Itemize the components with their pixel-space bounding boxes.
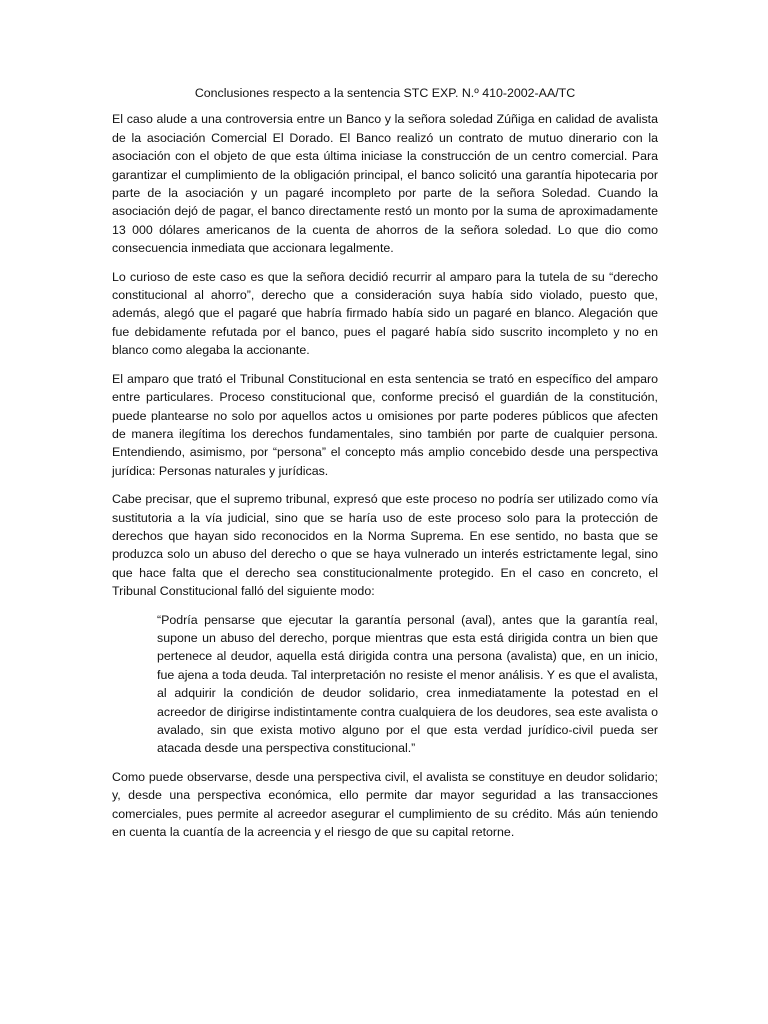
paragraph-amparo-claim: Lo curioso de este caso es que la señora decidió recurrir al amparo para la tutela de su “derecho constitucional al ahorro”, derecho que a consideración suya había sido violado, puesto que, además, alegó que el pagaré que habría firmado había sido un pagaré en blanco. Alegación que fue debidamente refutada por el banco, pues el pagaré había sido suscrito incompleto y no en blanco como alegaba la accionante.	[112, 269, 658, 358]
document-page	[112, 84, 658, 851]
ruling-quote: “Podría pensarse que ejecutar la garantía personal (aval), antes que la garantía real, supone un abuso del derecho, porque mientras que esta está dirigida contra un bien que pertenece al deudor, aquella está dirigida contra una persona (avalista) que, en un inicio, fue ajena a toda deuda. Tal interpretación no resiste el menor análisis. Y es que el avalista, al adquirir la condición de deudor solidario, crea inmediatamente la potestad en el acreedor de dirigirse indistintamente contra cualquiera de los deudores, sea este avalista o avalado, sin que exista motivo alguno por el que esta verdad jurídico-civil pueda ser atacada desde una perspectiva constitucional.”	[157, 612, 658, 756]
paragraph-tribunal-ruling: Cabe precisar, que el supremo tribunal, expresó que este proceso no podría ser utilizado como vía sustitutoria a la vía judicial, sino que se haría uso de este proceso solo para la protección de derechos que hayan sido reconocidos en la Norma Suprema. En ese sentido, no basta que se produzca solo un abuso del derecho o que se haya vulnerado un interés estrictamente legal, sino que hace falta que el derecho sea constitucionalmente protegido. En el caso en concreto, el Tribunal Constitucional falló del siguiente modo:	[112, 492, 658, 599]
paragraph-amparo-between-individuals: El amparo que trató el Tribunal Constitucional en esta sentencia se trató en específico del amparo entre particulares. Proceso constitucional que, conforme precisó el guardián de la constitución, puede plantearse no solo por aquellos actos u omisiones por parte poderes públicos que afecten de manera ilegítima los derechos fundamentales, sino también por parte de cualquier persona. Entendiendo, asimismo, por “persona” el concepto más amplio concebido desde una perspectiva jurídica: Personas naturales y jurídicas.	[112, 371, 658, 478]
paragraph-case-summary: El caso alude a una controversia entre un Banco y la señora soledad Zúñiga en calidad de avalista de la asociación Comercial El Dorado. El Banco realizó un contrato de mutuo dinerario con la asociación con el objeto de que esta última iniciase la construcción de un centro comercial. Para garantizar el cumplimiento de la obligación principal, el banco solicitó una garantía hipotecaria por parte de la asociación y un pagaré incompleto por parte de la señora Soledad. Cuando la asociación dejó de pagar, el banco directamente restó un monto por la suma de aproximadamente 13 000 dólares americanos de la cuenta de ahorros de la señora soledad. Lo que dio como consecuencia inmediata que accionara legalmente.	[112, 112, 658, 256]
document-title: Conclusiones respecto a la sentencia STC EXP. N.º 410-2002-AA/TC	[194, 86, 576, 100]
paragraph-conclusion: Como puede observarse, desde una perspectiva civil, el avalista se constituye en deudor solidario; y, desde una perspectiva económica, ello permite dar mayor seguridad a las transacciones comerciales, pues permite al acreedor asegurar el cumplimiento de su crédito. Más aún teniendo en cuenta la cuantía de la acreencia y el riesgo de que su capital retorne.	[112, 769, 658, 840]
